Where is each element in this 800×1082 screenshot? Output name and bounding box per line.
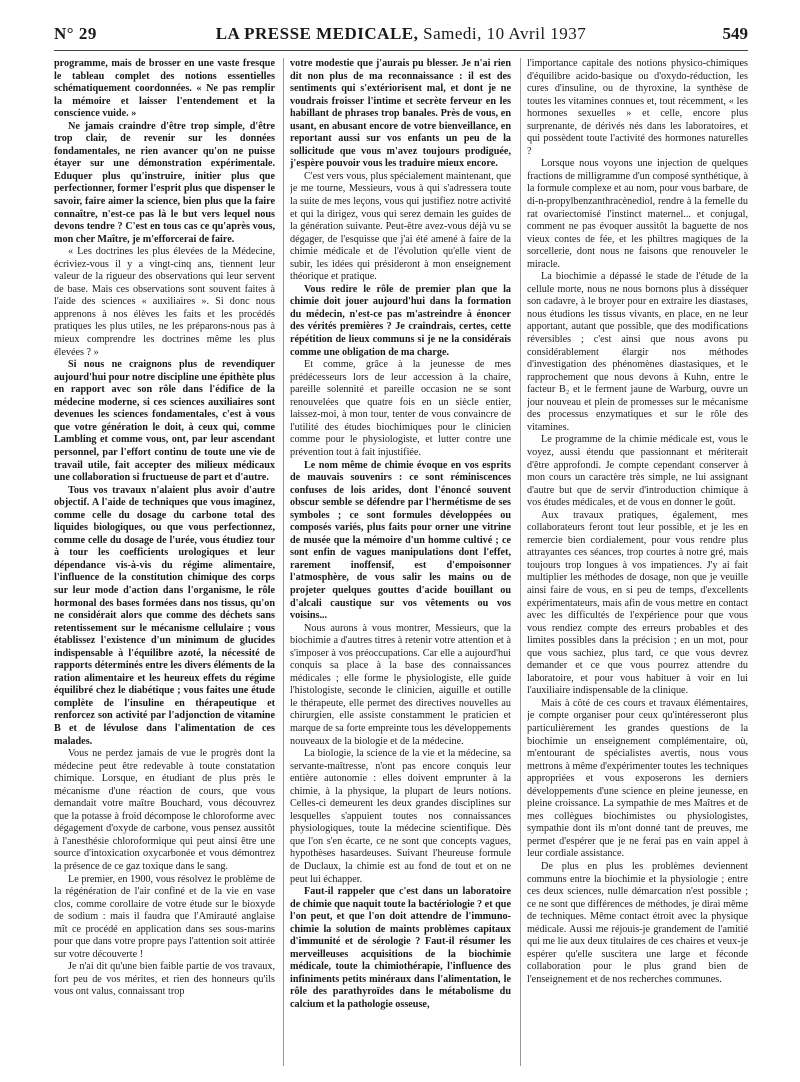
paragraph: Aux travaux pratiques, également, mes collaborateurs feront tout leur possible, et je les en remercie bien cordialement, pour vous rendre plus attrayantes ces séances, trop courtes à notre gré, mais toujours trop longues à vos impatiences. J'y ai fait multiplier les méthodes de dosage, non que je veuille ainsi faire de vous, en si peu de temps, d'excellents expérimentateurs, mais afin de vous mettre en contact avec les difficultés de l'expérience pour que vous vous rendiez compte des erreurs probables et des limites possibles dans la précision ; en un mot, pour que vous sachiez, plus tard, ce que vous devrez demander et ce que vous pourrez attendre du laboratoire, et pour vous habituer à voir en lui l'auxiliaire indispensable de la clinique. — [527, 509, 748, 697]
text-column-3 — [527, 58, 748, 1070]
paragraph: Ne jamais craindre d'être trop simple, d'être trop clair, de revenir sur les données fondamentales, ne rien avancer qu'on ne puisse étayer sur une démonstration expérimentale. Eduquer plus qu'instruire, initier plus que perfectionner, former l'esprit plus que dispenser le savoir, faire aimer la science, bien plus que la faire connaître, n'est-ce pas là le but vers lequel nous devons tendre ? C'est en tous cas ce qu'après vous, mon cher Maître, je m'efforcerai de faire. — [54, 120, 275, 245]
article-body — [54, 58, 748, 1070]
text-column-1 — [54, 58, 275, 1070]
paragraph: C'est vers vous, plus spécialement maintenant, que je me tourne, Messieurs, vous à qui s'adressera toute la suite de mes leçons, vous qui justifiez notre activité et qui la dirigez, vous qui serez demain les guides de la génération suivante. Peut-être avez-vous déjà vu se dégager, de l'esquisse que j'ai été amené à faire de la chimie médicale et de l'évolution qu'elle vient de subir, les idées qui présideront à mon enseignement théorique et pratique. — [290, 170, 511, 283]
paragraph: La biochimie a dépassé le stade de l'étude de la cellule morte, nous ne nous bornons plus à disséquer son cadavre, à le broyer pour en extraire les diastases, nous étudions les tissus vivants, en place, en ne leur apportant, autant que possible, que des modifications réversibles ; c'est ainsi que nous avons pu considérablement élargir nos méthodes d'investigation des phénomènes diastasiques, et le rapprochement que nous devons à Kuhn, entre le facteur B₂ et le ferment jaune de Warburg, ouvre un jour nouveau et plein de promesses sur le mécanisme des processus enzymatiques et sur le rôle des vitamines. — [527, 271, 748, 433]
paragraph: Le programme de la chimie médicale est, vous le voyez, aussi étendu que passionnant et mériterait d'être approfondi. Je compte cependant conserver à mon cours un caractère très simple, ne lui assignant d'autre but que de servir d'introduction chimique à vos études médicales, et de vous en donner le goût. — [527, 434, 748, 509]
paragraph: Si nous ne craignons plus de revendiquer aujourd'hui pour notre discipline une épithète plus en rapport avec son rôle dans l'édifice de la médecine moderne, si ces sciences auxiliaires sont devenues les sciences fondamentales, c'est à vous que votre génération le doit, à ceux qui, comme Lambling et comme vous, ont, par leur ascendant personnel, par l'effort continu de toute une vie de travail utile, fait accepter des milieux médicaux une collaboration si fructueuse de part et d'autre. — [54, 359, 275, 484]
paragraph: l'importance capitale des notions physico-chimiques d'équilibre acido-basique ou d'oxydo-réduction, les cures d'insuline, ou de thyroxine, la synthèse de toutes les vitamines connues et, tout récemment, « les hormones sexuelles » et celle, encore plus surprenante, de dérivés nés dans les laboratoires, et qui possèdent toute l'activité des hormones naturelles ? — [527, 58, 748, 157]
text-column-2 — [290, 58, 511, 1070]
paragraph: Mais à côté de ces cours et travaux élémentaires, je compte organiser pour ceux qu'intéresseront plus particulièrement les grandes questions de la biochimie un enseignement complémentaire, où, m'entourant de spécialistes avertis, nous vous mettrons à même d'expérimenter toutes les techniques appropriées et vous exposerons les derniers développements d'une science en pleine jeunesse, en pleine croissance. La sympathie de mes Maîtres et de mes collègues biochimistes ou physiologistes, sympathie dont ils m'ont donné tant de preuves, me permet d'espérer que je ne ferai pas en vain appel à leur cordiale assistance. — [527, 697, 748, 860]
header-rule — [54, 50, 748, 51]
paragraph: votre modestie que j'aurais pu blesser. Je n'ai rien dit non plus de ma reconnaissance : il est des sentiments qui s'extériorisent mal, et dont je ne voudrais froisser l'intime et secrète ferveur en les habillant de phrases trop banales. Près de vous, en usant, en abusant encore de votre bienveillance, en reportant aussi sur vos enfants un peu de la sollicitude que vous m'avez toujours prodiguée, j'espère pouvoir vous les traduire mieux encore. — [290, 58, 511, 170]
paragraph: Vous redire le rôle de premier plan que la chimie doit jouer aujourd'hui dans la formation du médecin, n'est-ce pas m'astreindre à énoncer des vérités premières ? Je craindrais, certes, cette répétition de lieux communs si je ne la considérais comme une obligation de ma charge. — [290, 283, 511, 358]
paragraph: Nous aurons à vous montrer, Messieurs, que la biochimie a d'autres titres à retenir votre attention et à s'imposer à vos préoccupations. Car elle a aujourd'hui conquis sa place à la base des connaissances médicales ; elle forme le physiologiste, elle guide l'histologiste, seconde le clinicien, aiguille et outille le thérapeute, elle permet des directives nouvelles au chirurgien, elle assiste constamment le praticien et marque de sa forte empreinte tous les développements nouveaux de la biologie et de la médecine. — [290, 622, 511, 747]
paragraph: programme, mais de brosser en une vaste fresque le tableau complet des notions essentielles schématiquement coordonnées. « Ne pas remplir la mémoire et laisser l'entendement et la conscience vuide. » — [54, 58, 275, 120]
paragraph: De plus en plus les problèmes deviennent communs entre la biochimie et la physiologie ; entre ces deux sciences, nulle démarcation n'est possible ; ce ne sont que différences de méthodes, je dirai même de techniques. Même contact étroit avec la physique médicale. Aussi me réjouis-je grandement de l'amitié qui me lie aux deux titulaires de ces chaires et veux-je espérer qu'elle suscitera une large et féconde collaboration pour le plus grand bien de l'enseignement et de nos recherches communes. — [527, 861, 748, 985]
paragraph: Le premier, en 1900, vous résolvez le problème de la régénération de l'air confiné et de la vie en vase clos, comme corollaire de votre étude sur le bioxyde de sodium : mais il faudra que l'Amirauté anglaise mît ce procédé en application dans ses sous-marins pour que dans votre propre pays l'attention soit attirée sur votre découverte ! — [54, 873, 275, 960]
issue-number: N° 29 — [54, 24, 97, 43]
issue-date: Samedi, 10 Avril 1937 — [423, 24, 587, 43]
paragraph: Je n'ai dit qu'une bien faible partie de vos travaux, fort peu de vos mérites, et rien des honneurs qu'ils vous ont valus, connaissant trop — [54, 961, 275, 998]
paragraph: La biologie, la science de la vie et la médecine, sa servante-maîtresse, n'ont pas encore conquis leur entière autonomie : elles doivent emprunter à la chimie, à la physique, la plupart de leurs notions. Celles-ci demeurent les deux grandes disciplines sur lesquelles s'appuient toutes nos connaissances physiologiques, toute la médecine scientifique. Dès que l'on s'en écarte, ce ne sont que concepts vagues, hypothèses hasardeuses. Suivant l'heureuse formule de Duclaux, la chimie est au fond de tout et on ne peut lui échapper. — [290, 748, 511, 885]
paragraph: Vous ne perdez jamais de vue le progrès dont la médecine peut être redevable à toute constatation chimique. Lorsque, en étudiant de plus près le mécanisme d'une réaction de cours, que vous demandait votre maître Bouchard, vous découvrez que la potasse à froid décompose le chloroforme avec dégagement d'oxyde de carbone, vous pensez aussitôt à l'anesthésie chloroformique qui peut ainsi être une source d'intoxication oxycarbonée et vous démontrez la présence de ce gaz toxique dans le sang. — [54, 748, 275, 872]
journal-title: LA PRESSE MEDICALE, — [215, 24, 419, 43]
page-number: 549 — [722, 24, 748, 43]
journal-masthead — [54, 24, 748, 44]
paragraph: Lorsque nous voyons une injection de quelques fractions de milligramme d'un composé synthétique, à la formule complexe et au nom, pour vous barbare, de di-n-propylbenzanthracènediol, rendre à la femelle du rat ovariectomisé l'instinct maternel... et conjugal, comment ne pas évoquer aussitôt la baguette de nos vieux contes de fée, et les philtres magiques de la sorcellerie, dont nous ne faisons que renouveler le miracle. — [527, 158, 748, 270]
paragraph: « Les doctrines les plus élevées de la Médecine, écriviez-vous il y a vingt-cinq ans, tiennent leur valeur de la rigueur des observations qui leur servent de base. Mais ces observations sont souvent faites à l'aide des sciences « auxiliaires ». Si donc nous apprenons à nos élèves les faits et les procédés pratiques les plus utiles, ne les préparons-nous pas à mieux comprendre les doctrines même les plus élevées ? » — [54, 246, 275, 358]
page-header — [54, 24, 748, 50]
paragraph: Le nom même de chimie évoque en vos esprits de mauvais souvenirs : ce sont réminiscences confuses de lois arides, dont l'énoncé souvent obscur semble se défendre par l'hermétisme de ses symboles ; ce sont formules développées ou composés variés, plus faits pour orner une vitrine de musée que la mémoire d'un homme cultivé ; ce sont enfin de vagues manipulations dont l'effet, rarement inoffensif, est d'empoisonner l'atmosphère, de vous salir les mains ou de projeter quelques gouttes d'acide bouillant ou d'alcali caustique sur vos vêtements ou vos voisins... — [290, 459, 511, 622]
paragraph: Faut-il rappeler que c'est dans un laboratoire de chimie que naquit toute la bactériologie ? et que l'on peut, et que l'on doit attendre de l'immuno-chimie la solution de maints problèmes capitaux d'immunité et de sérologie ? Faut-il résumer les merveilleuses acquisitions de la biochimie médicale, toute la chimiothérapie, l'influence des infiniments petits minéraux dans l'alimentation, le rôle des parathyroïdes dans le métabolisme du calcium et la pathologie osseuse, — [290, 886, 511, 1011]
paragraph: Tous vos travaux n'alaient plus avoir d'autre objectif. A l'aide de techniques que vous imaginez, comme celle du dosage du carbone total des liquides biologiques, ou que vous perfectionnez, comme celle du dosage de l'urée, vous étudiez tour à tour les coefficients urologiques et leur dépendance vis-à-vis du régime alimentaire, l'influence de la constitution chimique des corps sur leur mode d'action dans l'organisme, le rôle hormonal des bases formées dans nos tissus, qu'on ne considérait alors que comme des déchets sans retentissement sur le mécanisme cellulaire ; vous établissez l'existence d'un minimum de glucides indispensable à l'équilibre azoté, la nécessité de rapports déterminés entre les divers éléments de la ration alimentaire et les heureux effets du régime équilibré chez le diabétique ; vous faites une étude complète de l'insuline en thérapeutique et renforcez son activité par l'adjonction de vitamine B et de lévulose dans l'alimentation de ces malades. — [54, 484, 275, 747]
paragraph: Et comme, grâce à la jeunesse de mes prédécesseurs lors de leur accession à la chaire, pareille solennité et pareille occasion ne se sont renouvelées que quatre fois en un siècle entier, laissez-moi, à mon tour, tenter de vous convaincre de l'utilité des études biochimiques pour le clinicien comme pour le physiologiste, et lutter contre une prévention tout à fait injustifiée. — [290, 359, 511, 458]
